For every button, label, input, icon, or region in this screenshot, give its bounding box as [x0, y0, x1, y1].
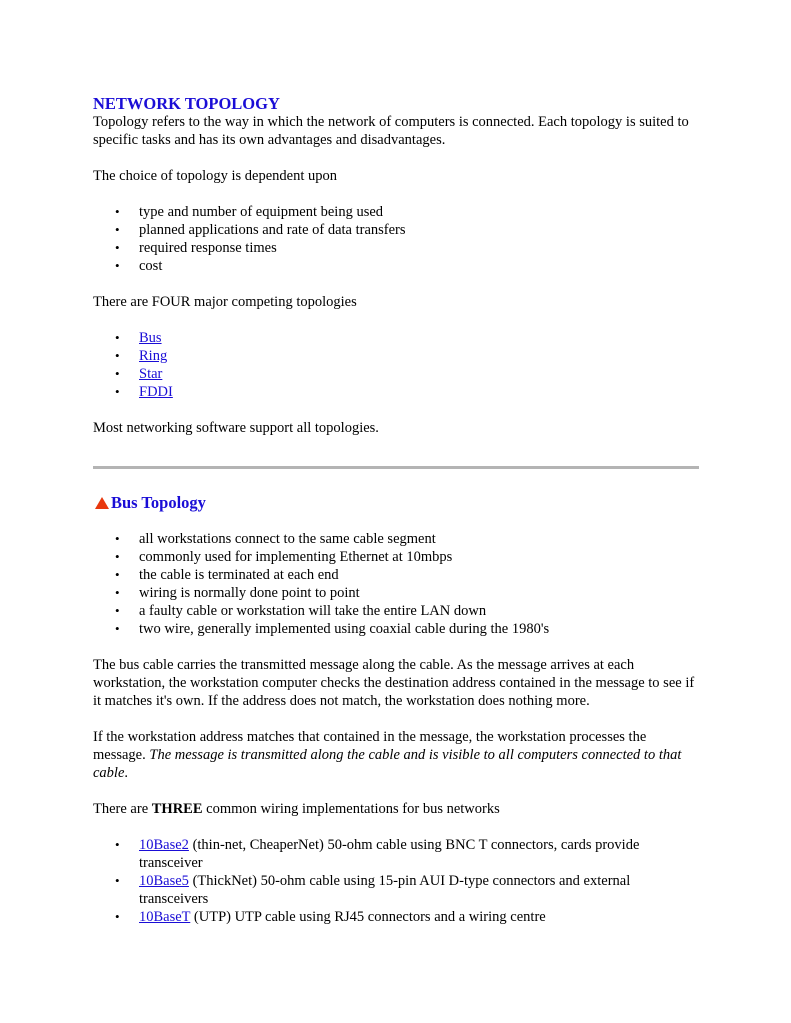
topologies-list	[93, 329, 699, 401]
choice-paragraph: The choice of topology is dependent upon	[93, 168, 338, 184]
four-topologies-paragraph: There are FOUR major competing topologies	[93, 294, 357, 310]
three-pre: There are	[93, 801, 152, 817]
wiring-link-10base2[interactable]: 10Base2	[139, 837, 189, 853]
bus-paragraph-1: The bus cable carries the transmitted message along the cable. As the message arrives at each workstation, the workstation computer checks the destination address contained in the message to see if it matches it's own. If the address does not match, the workstation does nothing more.	[93, 657, 695, 709]
list-item: • a faulty cable or workstation will take the entire LAN down	[139, 602, 699, 620]
list-item	[139, 365, 699, 383]
intro-paragraph: Topology refers to the way in which the network of computers is connected. Each topology is suited to specific tasks and has its own advantages and disadvantages.	[93, 114, 689, 148]
three-implementations-paragraph	[93, 800, 699, 818]
list-item	[139, 872, 699, 908]
list-item: • type and number of equipment being used	[139, 203, 699, 221]
page-title: NETWORK TOPOLOGY	[93, 94, 280, 113]
list-item: • planned applications and rate of data transfers	[139, 221, 699, 239]
three-post: common wiring implementations for bus networks	[202, 801, 500, 817]
list-item	[139, 836, 699, 872]
topology-link-fddi[interactable]: FDDI	[139, 384, 173, 400]
para2-end: .	[124, 765, 129, 781]
bus-heading-row	[93, 493, 699, 513]
wiring-link-10baset[interactable]: 10BaseT	[139, 909, 191, 925]
up-triangle-icon[interactable]	[93, 497, 111, 509]
wiring-desc: (ThickNet) 50-ohm cable using 15-pin AUI D-type connectors and external transceivers	[139, 873, 631, 907]
list-item: • wiring is normally done point to point	[139, 584, 699, 602]
list-item: • required response times	[139, 239, 699, 257]
wiring-list	[93, 836, 699, 926]
list-item: • two wire, generally implemented using coaxial cable during the 1980's	[139, 620, 699, 638]
para2-italic: The message is transmitted along the cable and is visible to all computers connected to that cable	[93, 747, 682, 781]
topology-link-star[interactable]: Star	[139, 366, 163, 382]
list-item: • all workstations connect to the same cable segment	[139, 530, 699, 548]
list-item	[139, 383, 699, 401]
wiring-desc: (UTP) UTP cable using RJ45 connectors and a wiring centre	[190, 909, 546, 925]
document-page	[93, 95, 699, 926]
three-bold: THREE	[151, 801, 203, 817]
bus-paragraph-2	[93, 728, 699, 782]
bus-topology-title: Bus Topology	[111, 493, 206, 512]
list-item	[139, 347, 699, 365]
factors-list	[93, 203, 699, 275]
wiring-desc: (thin-net, CheaperNet) 50-ohm cable using BNC T connectors, cards provide transceiver	[139, 837, 640, 871]
bus-points-list	[93, 530, 699, 638]
list-item: • commonly used for implementing Ethernet at 10mbps	[139, 548, 699, 566]
topology-link-ring[interactable]: Ring	[139, 348, 168, 364]
list-item	[139, 329, 699, 347]
para2-start: If the workstation address matches that contained in the message, the workstation processes the message.	[93, 729, 647, 763]
list-item	[139, 908, 699, 926]
list-item: • cost	[139, 257, 699, 275]
list-item: • the cable is terminated at each end	[139, 566, 699, 584]
wiring-link-10base5[interactable]: 10Base5	[139, 873, 189, 889]
topology-link-bus[interactable]: Bus	[139, 330, 162, 346]
support-paragraph: Most networking software support all topologies.	[93, 420, 379, 436]
